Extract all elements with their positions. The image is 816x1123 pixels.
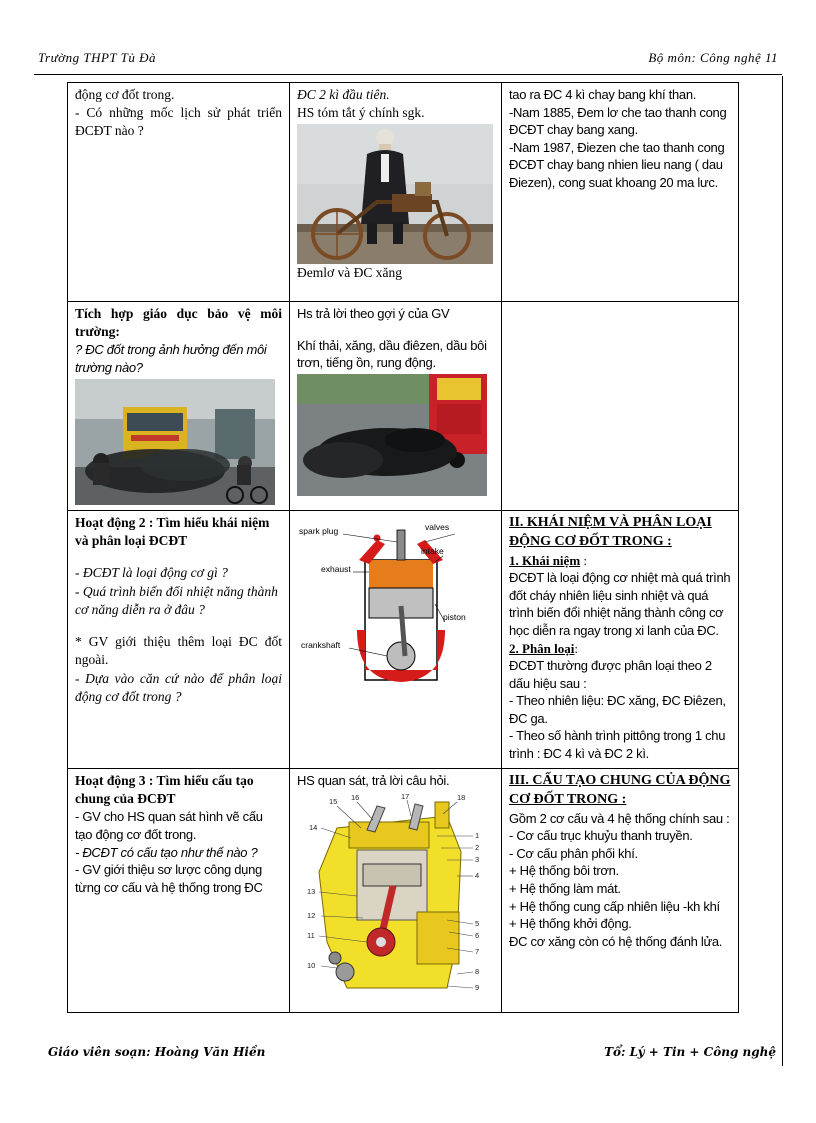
teacher-name: Giáo viên soạn: Hoàng Văn Hiền — [48, 1045, 266, 1059]
row3-col1-title: Hoạt động 2 : Tìm hiểu khái niệm và phân loại ĐCĐT — [75, 515, 270, 549]
row3-col3-h2-line — [509, 640, 731, 658]
row1-col3-line2: -Nam 1885, Đem lơ che tao thanh cong ĐCĐT chay bang xang. — [509, 104, 727, 138]
page-header — [38, 50, 778, 70]
row1-photo-caption: Đemlơ và ĐC xăng — [297, 265, 402, 281]
table-row — [68, 302, 739, 511]
engine-num-7: 7 — [475, 946, 480, 956]
row3-col3-h1-line — [509, 552, 731, 570]
engine-num-11: 11 — [307, 930, 315, 940]
row3-col1-q3: - Dựa vào căn cứ nào để phân loại động cơ đốt trong ? — [75, 670, 282, 704]
engine-num-10: 10 — [307, 960, 316, 970]
row4-student-cell — [290, 769, 502, 1013]
row1-col1-line2: - Có những mốc lịch sử phát triển ĐCĐT nào ? — [75, 105, 282, 139]
row2-col1-question: ? ĐC đốt trong ảnh hưởng đến môi trường nào? — [75, 342, 267, 375]
row4-teacher-cell — [68, 769, 290, 1013]
valves-label: valves — [425, 522, 450, 532]
piston-label: piston — [443, 612, 466, 622]
row4-col1-question: - ĐCĐT có cấu tạo như thế nào ? — [75, 844, 258, 860]
row1-content-cell — [502, 83, 739, 302]
row2-col2-line2: Khí thải, xăng, dầu điêzen, dầu bôi trơn, tiếng ồn, rung động. — [297, 337, 487, 371]
row2-col1-title: Tích hợp giáo dục bảo vệ môi trường: — [75, 306, 282, 340]
engine-num-14: 14 — [309, 822, 318, 832]
table-row — [68, 769, 739, 1013]
row4-col3-line5: + Hệ thống làm mát. — [509, 880, 621, 896]
row3-content-cell — [502, 511, 739, 769]
row4-col3-line4: + Hệ thống bôi trơn. — [509, 863, 619, 879]
engine-num-12: 12 — [307, 910, 316, 920]
engine-num-13: 13 — [307, 886, 316, 896]
engine-cylinder-diagram — [297, 520, 495, 692]
table-row — [68, 83, 739, 302]
school-name: Trường THPT Tủ Đà — [38, 50, 157, 65]
row2-col2-line1: Hs trả lời theo gợi ý của GV — [297, 306, 450, 321]
row3-col3-h1: 1. Khái niệm — [509, 552, 581, 568]
row2-content-cell — [502, 302, 739, 511]
bus-black-smoke-photo — [297, 374, 487, 496]
row3-col3-p3: - Theo nhiên liệu: ĐC xăng, ĐC Điêzen, ĐC ga. — [509, 693, 726, 726]
row3-col1-note: * GV giới thiệu thêm loại ĐC đốt ngoài. — [75, 634, 282, 668]
row4-col3-line8: ĐC cơ xăng còn có hệ thống đánh lửa. — [509, 933, 723, 949]
row2-teacher-cell — [68, 302, 290, 511]
spacer — [75, 619, 282, 633]
exhaust-label: exhaust — [321, 564, 351, 574]
row4-col3-line3: - Cơ cấu phân phối khí. — [509, 845, 638, 861]
engine-num-8: 8 — [475, 966, 480, 976]
row3-teacher-cell — [68, 511, 290, 769]
row4-col3-line7: + Hệ thống khởi động. — [509, 916, 632, 932]
row3-col3-h1-suffix: : — [580, 552, 588, 568]
daimler-motorcycle-photo — [297, 124, 493, 264]
row1-teacher-cell — [68, 83, 290, 302]
bus-exhaust-street-photo — [75, 379, 275, 505]
engine-num-2: 2 — [475, 842, 480, 852]
engine-cutaway-diagram — [297, 792, 493, 994]
department-name: Tổ: Lý + Tin + Công nghệ — [604, 1045, 776, 1059]
engine-num-16: 16 — [351, 792, 360, 802]
engine-num-3: 3 — [475, 854, 480, 864]
page-frame-right — [782, 76, 783, 1066]
subject-name: Bộ môn: Công nghệ 11 — [648, 50, 778, 65]
engine-num-17: 17 — [401, 791, 410, 801]
spacer — [297, 323, 494, 337]
crankshaft-label: crankshaft — [301, 640, 341, 650]
row4-col1-line1: - GV cho HS quan sát hình vẽ cấu tạo động cơ đốt trong. — [75, 809, 263, 842]
row3-col3-h2: 2. Phân loại — [509, 640, 575, 656]
row1-col3-line3: -Nam 1987, Điezen che tao thanh cong ĐCĐT chay bang nhien lieu nang ( dau Điezen), cong suat khoang 20 ma lưc. — [509, 139, 725, 190]
lesson-table — [67, 82, 739, 1013]
row1-col2-text: HS tóm tắt ý chính sgk. — [297, 105, 425, 121]
row3-col3-p1: ĐCĐT là loại động cơ nhiệt mà quá trình đốt cháy nhiên liệu sinh nhiệt và quá trình biến đổi nhiệt năng thành công cơ học diễn ra ngay trong xi lanh của ĐC. — [509, 570, 731, 638]
row4-col3-title: III. CẤU TẠO CHUNG CỦA ĐỘNG CƠ ĐỐT TRONG : — [509, 773, 731, 807]
row1-col2-title: ĐC 2 kì đầu tiên. — [297, 87, 390, 102]
row1-student-cell — [290, 83, 502, 302]
row3-col3-p2: ĐCĐT thường được phân loại theo 2 dấu hiệu sau : — [509, 658, 712, 691]
spacer — [75, 550, 282, 564]
spark-plug-label: spark plug — [299, 526, 339, 536]
row3-col1-q1: - ĐCĐT là loại động cơ gì ? — [75, 565, 228, 581]
row3-col3-p4: - Theo số hành trình pittông trong 1 chu trình : ĐC 4 kì và ĐC 2 kì. — [509, 728, 726, 761]
engine-num-6: 6 — [475, 930, 480, 940]
row1-col1-line1: động cơ đốt trong. — [75, 87, 175, 102]
engine-num-18: 18 — [457, 792, 466, 802]
engine-num-5: 5 — [475, 918, 480, 928]
engine-num-4: 4 — [475, 870, 480, 880]
row1-col3-line1: tao ra ĐC 4 kì chay bang khí than. — [509, 87, 697, 102]
row4-col2-text: HS quan sát, trả lời câu hỏi. — [297, 773, 450, 788]
row3-col3-h2-suffix: : — [574, 640, 578, 656]
engine-num-15: 15 — [329, 796, 338, 806]
row4-col3-line6: + Hệ thống cung cấp nhiên liệu -kh khí — [509, 898, 720, 914]
header-rule — [34, 74, 782, 75]
row3-col1-q2: - Quá trình biến đổi nhiệt năng thành cơ năng diễn ra ở đâu ? — [75, 583, 278, 617]
row4-content-cell — [502, 769, 739, 1013]
row3-student-cell — [290, 511, 502, 769]
row4-col3-line2: - Cơ cấu trục khuỷu thanh truyền. — [509, 828, 693, 844]
engine-num-1: 1 — [475, 830, 480, 840]
row4-col1-title: Hoạt động 3 : Tìm hiểu cấu tạo chung của ĐCĐT — [75, 773, 254, 807]
engine-num-9: 9 — [475, 982, 480, 992]
row4-col3-line1: Gồm 2 cơ cấu và 4 hệ thống chính sau : — [509, 810, 730, 826]
intake-label: intake — [421, 546, 444, 556]
table-row — [68, 511, 739, 769]
row3-col3-title: II. KHÁI NIỆM VÀ PHÂN LOẠI ĐỘNG CƠ ĐỐT TRONG : — [509, 515, 712, 549]
row2-student-cell — [290, 302, 502, 511]
row4-col1-line2: - GV giới thiệu sơ lược công dụng từng cơ cấu và hệ thống trong ĐC — [75, 862, 263, 895]
